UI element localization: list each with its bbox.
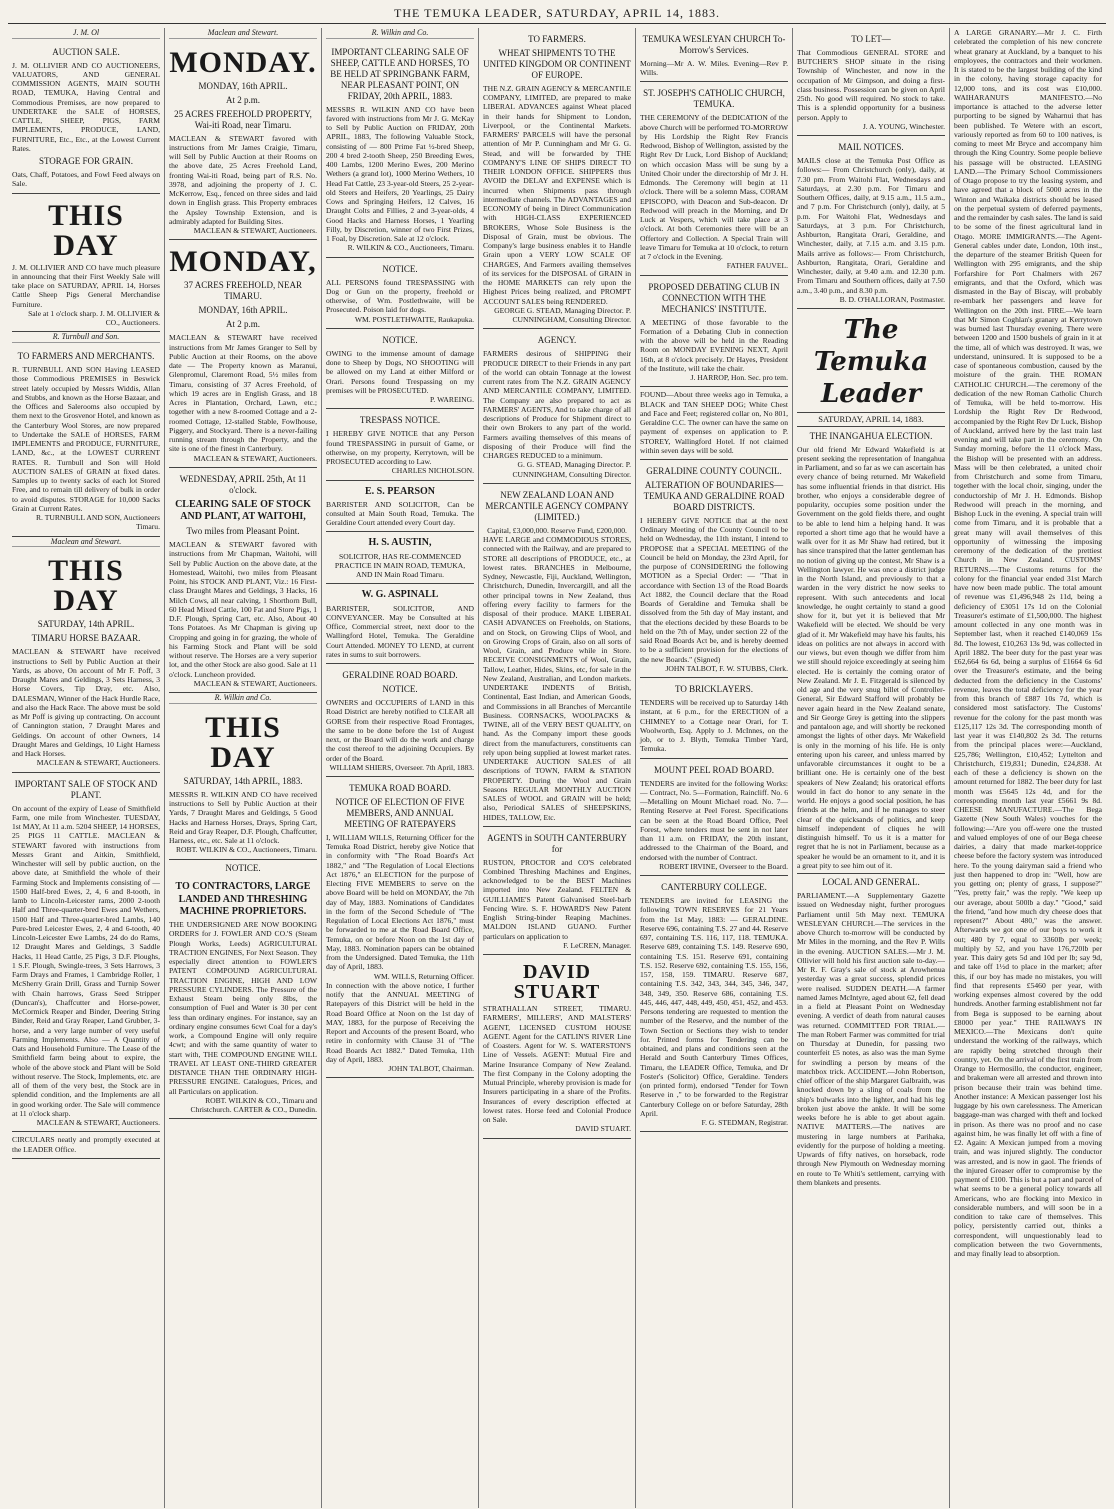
ad-body: MACLEAN & STEWART favored with instructions from Mr James Craigie, Timaru, will Sell by Public Auction at their Rooms on the above date, 25 Acres Freehold Land, fronting Wai-iti Road, being part of R.S. No. 3978, and adjoining the property of J. C. McKerrow, Esq., fenced on three sides and laid down in English grass. This Property embraces the Apsley Township Extension, and is admirably adapted for Building Sites. bbox=[169, 133, 317, 226]
ad-footer: WM. WILLS, Returning Officer. bbox=[373, 971, 474, 981]
ad-title: AGENTS in SOUTH CANTERBURY for bbox=[487, 832, 627, 854]
headline: THIS DAY bbox=[48, 198, 124, 262]
ad-title: TRESPASS NOTICE. bbox=[359, 415, 441, 426]
ad-signature: Maclean and Stewart. bbox=[169, 28, 317, 39]
ad-title: TO FARMERS. bbox=[528, 34, 586, 44]
ad-body: THE N.Z. GRAIN AGENCY & MERCANTILE COMPANY, LIMITED, are prepared to make LIBERAL ADVANCES against Wheat placed in their hands for Shipment to London, Liverpool, or the Continental Markets. FARMERS' PARCELS will have the personal attention of Mr P. Cunningham and Mr G. G. Stead, and will be forwarded by THE COMPANY'S LINE OF SHIPS DIRECT TO THEIR LONDON OFFICE. SHIPPERS thus AVOID the DELAY and EXPENSE which is incurred when Shipments pass through intermediate channels. The ADVANTAGES and ECONOMY of being in Direct Communication with HIGH-CLASS EXPERIENCED BROKERS, Whose Sole Business is the Disposal of Grain, must be obvious. The Company's large business enables it to Handle Grain upon a VERY LOW SCALE OF CHARGES, And Farmers availing themselves of its services for the DISPOSAL of GRAIN in the HOME MARKETS can rely upon the Highest Prices being realized, and PROMPT ACCOUNT SALES being RENDERED. bbox=[483, 83, 631, 306]
ad-subtitle: WHEAT SHIPMENTS TO THE UNITED KINGDOM OR CONTINENT OF EUROPE. bbox=[483, 47, 631, 80]
ad-title: TO FARMERS AND MERCHANTS. bbox=[17, 351, 155, 362]
stock-plant-ad bbox=[12, 773, 160, 1133]
ad-title: CLEARING SALE OF STOCK AND PLANT, AT WAITOHI, bbox=[175, 498, 311, 522]
ad-title: IMPORTANT SALE OF STOCK AND PLANT. bbox=[14, 778, 158, 800]
issue-date: SATURDAY, APRIL 14, 1883. bbox=[797, 412, 945, 426]
david-stuart-ad bbox=[483, 955, 631, 1139]
clearing-sale-ad bbox=[169, 468, 317, 693]
divider bbox=[797, 873, 945, 874]
news-continued: A LARGE GRANARY.—Mr J. C. Firth celebrated the completion of his new concrete wheat granary at Auckland, by a banquet to his employees, the contractors and their workmen. It is stated to be the largest building of the kind in the colony, having storage capacity for 12,000 tons, and its cost was £10,000. WAIHARANUI'S MANIFESTO.—No importance is attached to the adverse letter purporting to be signed by Waharnui that has been published. Te Wetere with an escort, variously reported as from 60 to 100 natives, is coming to meet Mr Bryce and accompany him through the King Country. Some people believe his passage will be obstructed. LEASING LAND.—The Primary School Commissioners of Otago propose to try the leasing system, and have agreed that a block of 5000 acres in the Winton and Waikaka districts should be leased on the perpetual system of deferred payments, and the remainder by cash sales. The land is said to be some of the finest agricultural land in Otago. MORE IMMIGRANTS.—The Agent-General cables under date, London, 10th inst., the departure of the steamer British Queen for Wellington with 295 emigrants, and the ship Forfarshire for Port Chalmers with 267 emigrants, and that the Oxford, which was dismasted in the Bay of Biscay, will probably re-embark her passengers and leave for Wellington on the 20th inst. FIRE.—We learn that Mr Simon Coghlan's granary at Kerrytown was burned last Thursday evening. There were between 1200 and 1500 bushels of grain in it at the time, all of which was destroyed. It was, we understand, uninsured. It is supposed to be a case of spontaneous combustion, caused by the moisture of the grain. THE ROMAN CATHOLIC CHURCH.—The ceremony of the dedication of the new Roman Catholic Church of Temuka, will be held to-morrow. His Lordship the Right Rev Dr Redwood, accompanied by the Right Rev Dr Luck, Bishop of Auckland, arrived here by the last train last evening and will take part in the ceremony. On Sunday morning, before the 11 o'clock Mass, the Bishop will be presented with an address. Mass will be then celebrated, a united choir from Christchurch and some from Timaru, together with the local choir, singing, under the conductorship of Mr J. H. Edmonds. Bishop Redwood will preach in the morning, and Bishop Luck in the evening. A special train will come from Timaru, and it is probable that a great many will avail themselves of this opportunity of witnessing the imposing ceremony of the dedication of the prettiest Church in New Zealand. CUSTOMS' RETURNS.—The Customs returns for the colony for the financial year ended 31st March have now been made public. The total amount of revenue was £1,496,948 2s 11d, being a deficiency of £3051 17s 1d on the Colonial Treasurer's estimate of £1,500,000. The highest amount collected in any one month was in September last, when it reached £140,069 15s 8d. The lowest, £10,263 13s 9d, was collected in April 1882. The beer duty for the past year was £62,664 6s 6d, being a surplus of £1664 6s 6d over the Treasurer's estimate, and the being deducted from the deficiency in the Customs' revenue, leaves the total deficiency for the year from this branch of £887 10s 7d, which is considered most satisfactory. The Customs' revenue for the colony for the past month was £125,117 12s 3d. The corresponding month of last year it was £140,802 2s 3d. The returns from the principal places were:—Auckland, £25,786; Wellington, £10,452; Lyttelton and Christchurch, £19,831; Dunedin, £24,838. At each of these a deficiency is shown on the amount returned for 1882. The beer duty for last month was £5645 12s 4d, and for the corresponding month last year £5661 9s 8d. CHEESE MANUFACTURE.—The Bega Gazette (New South Wales) vouches for the following:—'Are you off-were one the trusted and valued employes of one of our Bega cheese dairies, a dairy that made market-topprice cheese before the factory system was introduced here. To the young dairyman said a friend who just then happened to drop in: "Well, how are you getting on; plenty of grass, I suppose?" "Yes, pretty fair," was the reply. "We keep up our average, about 500lb a day." "Good," said the friend, "and how much dry cheese does that represent?" About 480," was the answer. Afterwards we got one of our boys to work it out; 480 by 7, equal to 3360lb per week; multiply by 52, and you have 176,720lb per year. This dairy gets 5d and 10d per lb; say 9d, and take off 1½d to place in the market; after this, if our boy has made no mistakes, you will find that represents £5460 per year, with working expenses almost covered by the odd hundreds. Another farming establishment not far from Bega is supposed to be earning about £8000 per year." THE RAILWAYS IN MEXICO.—The Mexicans don't quite understand the working of the railways, which are rapidly being stretched through their country, yet. On the arrival of the first train from Orange to Hermosillo, the conductor, engineer, and brakeman were all arrested and thrown into prison because their train was behind time. Another instance: A Mexican passenger lost his luggage by his own carelessness. The American baggage-man was charged with theft and locked in prison. As there was no proof and no case against him, he was finally let off with a fine of £2. Again: A Mexican jumped from a moving train, and was injured slightly. The conductor was arrested, and is now in gaol. The friends of the injured Greaser offer to compromise by the payment of £100. This is but a part and parcel of what seems to be a general policy towards all Americans, who are flocking into Mexico in considerable numbers, and will soon be in a condition to take care of themselves. This policy, persistently carried out, thinks a correspondent, will unquestionably lead to complication between the two Governments, and may finally lead to absorption. bbox=[954, 28, 1102, 1258]
ad-name: DAVID STUART bbox=[513, 961, 601, 1004]
ad-signature: R. Wilkin and Co. bbox=[169, 693, 317, 704]
notice-heading: NOTICE. bbox=[225, 862, 261, 873]
ad-subtitle: STORAGE FOR GRAIN. bbox=[38, 156, 134, 167]
ad-body: TENDERS are invited for LEASING the following TOWN RESERVES for 21 Years from the 1st May, 1883: — GERALDINE. Reserve 696, containing T.S. 27 and 44. Reserve 697, containing T.S. 116, 117, 118. TEMUKA. Reserve 689, containing T.S. 149. Reserve 690, containing T.S. 151. Reserve 691, containing T.S. 152. Reserve 692, containing T.S. 155, 156, 157, 158, 159. TIMARU. Reserve 687, containing T.S. 342, 343, 344, 345, 346, 347, 348, 349, 350. Reserve 686, containing T.S. 445, 446, 447, 448, 449, 450, 451, 452, and 453. Persons tendering are requested to mention the number of the Reserve, and the number of the Town Section or Sections they wish to tender for. Printed forms for Tendering can be obtained, and plans and conditions seen at the Herald and South Canterbury Times Offices, Timaru, the LEADER Office, Temuka, and Dr Foster's (Solicitor) Office, Geraldine. Tenders (on printed form), endorsed "Tender for Town Reserve in ," to be forwarded to the Registrar Canterbury College on or before Saturday, 28th April. bbox=[640, 896, 788, 1118]
ad-subtitle: NOTICE OF ELECTION OF FIVE MEMBERS, AND ANNUAL MEETING OF RATEPAYERS bbox=[335, 796, 465, 829]
ad-body: MACLEAN & STEWART have received instructions from Mr James Granger to Sell by Public Auction at their Rooms, on the above date — The Property known as Maranui, Glenpromul, Claremont Road, 5½ miles from Timaru, consisting of 37 Acres Freehold, of which 19 acres are in English Grass, and 18 Acres in Plantation, Orchard, Lawn, etc.; together with a new 8-roomed Cottage and a 2-roomed Cottage, 12-stalled Stable, Fowlhouse, Piggery, and Stockyard. There is a never-failing running stream through the Property, and the site is one of the finest in Canterbury. bbox=[169, 333, 317, 454]
ad-footer: P. WAREING. bbox=[430, 395, 474, 405]
ad-line: Oats, Chaff, Potatoes, and Fowl Feed always on Sale. bbox=[12, 170, 160, 189]
ad-body: TENDERS will be received up to Saturday 14th instant, at 6 p.m., for the ERECTION of a CHIMNEY to a Cottage near Orari, for T. Woolworth, Esq. Apply to J. McInnes, on the job, or to J. Blyth, Temuka Timber Yard, Temuka. bbox=[640, 698, 788, 754]
trespass-notice-1 bbox=[326, 258, 474, 329]
ad-body: I, WILLIAM WILLS, Returning Officer for the Temuka Road District, hereby give Notice that in conformity with "The Road Board's Act 1882," and "The Regulation of Local Elections Act 1876," an ELECTION for the purpose of Electing FIVE MEMBERS to serve on the above Board will be held on MONDAY, the 7th day of May, 1883. Nominations of Candidates in the form of the Second Schedule of "The Regulation of Local Elections Act 1876," must be forwarded to me at the Road Board Office, Temuka, on or before Noon on the 1st day of May, 1883. Nomination papers can be obtained from the Undersigned. Dated Temuka, the 11th day of April, 1883. bbox=[326, 832, 474, 972]
column-3 bbox=[322, 28, 479, 1508]
column-6 bbox=[793, 28, 950, 1508]
trespass-notice-3 bbox=[326, 409, 474, 480]
monday-ad-2 bbox=[169, 240, 317, 467]
ad-date: WEDNESDAY, APRIL 25th, At 11 o'clock. bbox=[179, 473, 307, 495]
newspaper-title: The Temuka Leader bbox=[813, 315, 929, 409]
ad-body: THE UNDERSIGNED ARE NOW BOOKING ORDERS for J. FOWLER AND CO.'S (Steam Plough Works, Leeds) AGRICULTURAL TRACTION ENGINES, For Next Season. They especially direct attention to FOWLER'S PATENT COMPOUND AGRICULTURAL TRACTION ENGINE, HIGH AND LOW PRESSURE CYLINDERS. The Pressure of the Exhaust Steam being only 8lbs, the consumption of Fuel and Water is 30 per cent less than ordinary engines. For instance, say an ordinary engine consumes 6cwt Coal for a day's work, a Compound Engine will only require 4cwt; and with the same quantity of water to start with, THE COMPOUND ENGINE WILL TRAVEL AT LEAST ONE-THIRD GREATER DISTANCE THAN THE ORDINARY HIGH-PRESSURE ENGINE. Catalogues, Prices, and all Particulars on application. bbox=[169, 920, 317, 1096]
ad-title: 37 ACRES FREEHOLD, NEAR TIMARU. bbox=[183, 280, 302, 302]
ad-date: SATURDAY, 14th APRIL. bbox=[37, 619, 135, 630]
column-1 bbox=[8, 28, 165, 1508]
ad-title: CANTERBURY COLLEGE. bbox=[661, 882, 767, 893]
ad-footer: JOHN TALBOT, F. W. STUBBS, Clerk. bbox=[665, 663, 788, 673]
ad-footer: MACLEAN & STEWART, Auctioneers. bbox=[193, 226, 317, 236]
ad-signature: J. M. Ol bbox=[12, 28, 160, 39]
ad-footer: B. D. O'HALLORAN, Postmaster. bbox=[839, 294, 945, 304]
ad-body: R. TURNBULL AND SON Having LEASED those Commodious PREMISES in Beswick street lately occupied by Messrs Widdis, Allan and Stubbs, and known as the Horse Bazaar, and the Offices and Salerooms also occupied by them next to the Grosvenor Hotel, and known as the Canterbury Wool Stores, are now prepared to Undertake the SALE of HORSES, FARM IMPLEMENTS and PRODUCE, FURNITURE, LAND, &c., at the LOWEST CURRENT RATES. R. Turnbull and Son will Hold AUCTION SALES of GRAIN at fixed dates. Samples up to twenty sacks of each lot Stored Free, and to remain till delivery of bulk in order to avoid disputes. STORAGE for 10,000 Sacks Grain at Current Rates. bbox=[12, 365, 160, 513]
ad-signature: R. Turnbull and Son. bbox=[12, 332, 160, 343]
headline: MONDAY, bbox=[169, 245, 317, 279]
ad-footer: ROBT. WILKIN & CO., Auctioneers, Timaru. bbox=[175, 845, 317, 855]
agents-ad bbox=[483, 827, 631, 955]
ad-title: TO CONTRACTORS, LARGE LANDED AND THRESHING MACHINE PROPRIETORS. bbox=[175, 881, 311, 917]
ad-footer: J. A. YOUNG, Winchester. bbox=[862, 121, 945, 131]
column-7 bbox=[950, 28, 1106, 1508]
ad-title: AUCTION SALE. bbox=[52, 46, 120, 57]
ad-body: ALL PERSONS found TRESPASSING with Dog or Gun on the property, freehold or otherwise, of Wm. Postlethwaite, will be Prosecuted. Poison laid for dogs. bbox=[326, 277, 474, 315]
ad-footer: DAVID STUART. bbox=[575, 1124, 631, 1134]
circulars-ad: CIRCULARS neatly and promptly executed at the LEADER Office. bbox=[12, 1132, 160, 1159]
ad-footer: MACLEAN & STEWART, Auctioneers. bbox=[193, 453, 317, 463]
wesleyan-church-ad bbox=[640, 28, 788, 82]
auction-sale-ad bbox=[12, 41, 160, 194]
ad-footer: MACLEAN & STEWART, Auctioneers. bbox=[193, 678, 317, 688]
ad-body: MESSRS R. WILKIN AND CO have been favored with instructions from Mr J. G. McKay to Sell by Public Auction on FRIDAY, 20th APRIL, 1883, The following Valuable Stock, consisting of — 800 Prime Fat ½-bred Sheep, 200 4 bred 2-tooth Sheep, 250 Breeding Ewes, 400 Lambs, 1200 Merino Ewes, 200 Merino Wethers (a grand lot), 1000 Merino Wethers, 10 Head Fat Cattle, 23 3-year-old Steers, 25 2-year-old Steers and Heifers, 20 Yearlings, 25 Dairy Cows and Springing Heifers, 12 Calves, 16 Draught Colts and Fillies, 2 and 3-year-olds, 4 Good Hacks and Harness Horses, 1 Yearling Filly, by Discretion, winner of two First Prizes, 1 Foal, by Discretion. Sale at 12 o'clock. bbox=[326, 104, 474, 244]
notice-heading: NOTICE. bbox=[382, 334, 418, 345]
springbank-sale-ad bbox=[326, 41, 474, 258]
mount-peel-ad bbox=[640, 759, 788, 876]
article-body: PARLIAMENT.—A Supplementary Gazette issued on Wednesday night, further prorogues Parliament until 5th May next. TEMUKA WESLEYAN CHURCH.—The services in the above Church to-morrow will be conducted by Mr Miles in the morning, and the Rev P. Wills in the evening. AUCTION SALES.—Mr J. M. Ollivier will hold his first auction sale to-day.—Mr R. F. Gray's sale of stock at Arowhenua yesterday was a great success, splendid prices were realised. SUDDEN DEATH.—A farmer named James McIntyre, aged about 62, fell dead in a field at Pleasant Point on Wednesday evening. A verdict of death from natural causes was returned. COMMITTED FOR TRIAL.—The man Robert Farmer was committed for trial on Thursday at Dunedin, for passing two counterfeit £5 notes, as also was the man Syme for swindling a person by means of the matchbox trick. ACCIDENT.—John Robertson, chief officer of the ship Margaret Galbraith, was knocked down by a sling of coals from the ship's bulwarks into the lighter, and had his leg broken just above the ankle. It will be some weeks before he is able to get about again. NATIVE MATTERS.—The natives are mustering in large numbers at Parihaka, evidently for the purpose of holding a meeting. Upwards of fifty natives, on horseback, rode through New Plymouth on Wednesday morning en route to Te Whiti's settlement, carrying with them blankets and presents. bbox=[797, 891, 945, 1187]
local-news bbox=[797, 877, 945, 1187]
ad-title: TO LET— bbox=[851, 34, 891, 44]
ad-body: BARRISTER AND SOLICITOR, Can be consulted at Main South Road, Temuka. The Geraldine Court attended every Court day. bbox=[326, 499, 474, 528]
county-council-ad bbox=[640, 460, 788, 678]
ad-footer: WILLIAM SHIERS, Overseer. 7th April, 1883. bbox=[329, 762, 474, 772]
ad-subtitle: Two miles from Pleasant Point. bbox=[186, 526, 300, 537]
ad-footer-2: JOHN TALBOT, Chairman. bbox=[388, 1064, 474, 1074]
ad-body: That Commodious GENERAL STORE and BUTCHER'S SHOP situate in the rising Township of Winchester, and now in the occupation of Mr Gimpson, and doing a first-class business. Possession can be given on April 25th. No good will required. No stock to take. This is a splendid opportunity for a business person. Apply to bbox=[797, 47, 945, 122]
ad-title: TEMUKA WESLEYAN CHURCH To-Morrow's Services. bbox=[642, 34, 786, 55]
ad-body: MACLEAN & STEWART favored with instructions from Mr Chapman, Waitohi, will Sell by Public Auction on the above date, at the Homestead, Waitohi, two miles from Pleasant Point, his STOCK AND PLANT, Viz.: 16 First-class Draught Mares and Geldings, 3 Hacks, 16 Milch Cows, all near calving, 1 Shorthorn Bull, 60 Head Mixed Cattle, 100 Fat and Store Pigs, 1 D.F. Plough, Spring Cart, etc. Also, About 40 Tons Potatoes. As Mr Chapman is giving up Cropping and going in for grazing, the whole of his Farming Stock and Plant will be sold without reserve. The Horses are a very superior lot, and the other Stock are also good. Sale at 11 o'clock. Luncheon provided. bbox=[169, 540, 317, 679]
ad-signature: Maclean and Stewart. bbox=[12, 537, 160, 548]
pearson-card bbox=[326, 481, 474, 533]
ad-footer: MACLEAN & STEWART, Auctioneers. bbox=[36, 1118, 160, 1128]
headline: THIS DAY bbox=[205, 710, 281, 774]
ad-body: I HEREBY GIVE NOTICE that at the next Ordinary Meeting of the County Council to be held on Wednesday, the 11th instant, I intend to PROPOSE that a SPECIAL MEETING of the Council be held on Monday, the 23rd April, for the purpose of CONSIDERING the following MOTION as a Special Order: — "That in accordance with Section 13 of the Road Boards Act 1882, the Council declare that the Road Boards of Geraldine and Temuka shall be dissolved from the 5th day of May instant, and that the elections decided by these Boards to be held on the 7th of May, under section 22 of the said Road Boards Act be, and is hereby deemed to be a sufficient provision for the elections of the new Boards." (Signed) bbox=[640, 515, 788, 664]
ad-body: TENDERS are invited for the following Works: — Contract, No. 5—Formation, Raincliff. No. 6—Metalling on Mount Michael road. No. 7—Renting Reserve at Peel Forest. Specifications can be seen at the Road Board Office, Peel Forest, where tenders must be sent in not later than 11 a.m. on FRIDAY, the 20th instant, addressed to the Chairman of the Board, and endorsed with the number of Contract. bbox=[640, 778, 788, 862]
ad-title: TEMUKA ROAD BOARD. bbox=[349, 783, 451, 793]
ad-capital: Capital, £3,000,000. Reserve Fund, £200,000. bbox=[487, 525, 627, 535]
ad-title: MAIL NOTICES. bbox=[838, 142, 904, 153]
column-5 bbox=[636, 28, 793, 1508]
article-body: Our old friend Mr Edward Wakefield is at present seeking the representation of Inangahua in Parliament, and so far as we can ascertain has every chance of being returned. Mr Wakefield has some influential friends in that district. His brother, who enjoys a considerable degree of popularity, occupies some position under the Government on the gold fields there, and ought to be able to lend him a helping hand. It was reported a short time ago that he would have a walk over for it as Mr Shaw had retired, but it has since transpired that the latter gentleman has no notion of giving up the contest, Mr Shaw is a Wellington lawyer. He was once a district judge in the North Island, and previously to that a warden in the very district he now seeks to represent. With such antecedents and local knowledge, he ought certainly to stand a good show for it, but yet it is believed that Mr Wakefield will be elected. We should be very glad of it. Mr Wakefield may have his faults, his ideas on politics are not always in accord with our views, but even though we differ from him we still should rejoice exceedingly at seeing him elected. He is certainly the coming orator of New Zealand. Mr J. E. Fitzgerald is silenced by old age and the very snug billet of Controller-General, Sir Edward Stafford will probably be never again heard in the New Zealand senate, and Sir George Grey is getting into the slippers and pantaloon age, and will shortly be reckoned amongst the lights of other days. Mr Wakefield is only in the morning of his life. He is only entering upon his career, and unless marred by unfavorable circumstances it ought to be a brilliant one. He is certainly one of the best speakers of New Zealand; his oratorical efforts would in fact do honor to any senate in the world. He enjoys a good social position, he has friends at the helm, and if he manages to steer clear of the quicksands of politics, and keep himself independent of cliques he will distinguish himself. To us it is a matter for regret that he is not in Parliament, because as a speaker he would be an ornament to it, and it is a great pity to see him out of it. bbox=[797, 444, 945, 870]
ad-date: MONDAY, 16th APRIL. bbox=[198, 80, 288, 91]
editorial bbox=[797, 431, 945, 870]
ad-name: W. G. ASPINALL bbox=[361, 589, 439, 601]
ad-time: At 2 p.m. bbox=[225, 94, 260, 105]
monday-ad-1 bbox=[169, 41, 317, 241]
ad-footer: FATHER FAUVEL. bbox=[726, 261, 788, 271]
ad-body: FARMERS desirous of SHIPPING their PRODUCE DIRECT to their Friends in any part of the world can obtain Tonnage at the lowest current rates from The N.Z. GRAIN AGENCY AND MERCANTILE COMPANY, LIMITED. The Company are also prepared to act as FARMERS' AGENTS, And to take charge of all descriptions of Produce for Shipment direct to their own Brokers to any part of the world. Farmers availing themselves of this means of disposing of their Produce will find the CHARGES REDUCED to a minimum. bbox=[483, 349, 631, 461]
headline: THIS DAY bbox=[48, 554, 124, 618]
ad-title: TO BRICKLAYERS. bbox=[674, 684, 754, 695]
ad-body: MESSRS R. WILKIN AND CO have received instructions to Sell by Public Auction at their Yards, 7 Draught Mares and Geldings, 5 Good Hacks and Harness Horses, Drays, Spring Cart, Reid and Gray Reaper, D.F. Plough, Chaffcutter, Harness, etc., etc. Sale at 11 o'clock. bbox=[169, 789, 317, 845]
ad-footer: R. TURNBULL AND SON, Auctioneers Timaru. bbox=[35, 513, 160, 532]
article-title: THE INANGAHUA ELECTION. bbox=[809, 430, 933, 441]
ad-body: On account of the expiry of Lease of Smithfield Farm, one mile from Winchester. TUESDAY, 1st MAY, At 11 a.m. 5204 SHEEP, 14 HORSES, 25 PIGS 11 CATTLE. MACLEAN & STEWART favored with instructions from Messrs Grant and Aitkin, Smithfield, Winchester will sell by public auction, on the above date, at Smithfield the whole of their Farming Stock and Implements consisting of — 1500 Half-bred Ewes, 2, 4, 6 and 8-tooth, in lamb to Lincoln-Leicester rams, 2000 2-tooth Half and Three-quarter-bred Ewes and Wethers, 1500 Half and Three-quarter-bred Lambs, 140 Pure-bred Leicester Ewes, 2, 4 and 6-tooth, 40 Lincoln-Leicester Ewe Lambs, 24 do do Rams, 12 Draught Mares and Geldings, 3 Saddle Hacks, 11 Head Cattle, 25 Pigs, 3 D.F. Ploughs, 1 S.F. Plough, Swingle-trees, 3 Sets Harrows, 3 Farm Drays and Frames, 1 Cambridge Roller, 1 McSherry Grain Drill, Grass and Turnip Sower with Chain harrows, Grass Seed Stripper (Duncan's), Chaffcutter and Horse-power, McCormick Reaper and Binder, Deering String Binder, Reid and Gray Reaper, Land Grubber, 3-horse, and a very large number of very useful Farming Implements. Also — A Quantity of Oats and Household Furniture. The Lease of the Smithfield farm being about to expire, the whole of the above stock and Plant will be Sold without reserve. The Stock, Implements, etc. are all of them of the very best, the Stock are in splendid condition, and the Implements are all in good working order. The Sale will commence at 11 o'clock sharp. bbox=[12, 803, 160, 1118]
notice-heading: NOTICE. bbox=[382, 263, 418, 274]
ad-title: 25 ACRES FREEHOLD PROPERTY, Wai-iti Road, near Timaru. bbox=[174, 108, 312, 130]
article-title: LOCAL AND GENERAL. bbox=[822, 877, 920, 888]
ad-title: IMPORTANT CLEARING SALE OF SHEEP, CATTLE AND HORSES, TO BE HELD AT SPRINGBANK FARM, NEAR PLEASANT POINT, ON FRIDAY, 20th APRIL, 1883. bbox=[330, 46, 470, 101]
ad-body: J. M. OLLIVIER AND CO AUCTIONEERS, VALUATORS, AND GENERAL COMMISSION AGENTS, MAIN SOUTH ROAD, TEMUKA, Having Central and Commodious Premises, are now prepared to UNDERTAKE the SALE of HORSES, CATTLE, SHEEP, PIGS, FARM IMPLEMENTS, PRODUCE, LAND, FURNITURE, Etc., Etc., at the Lowest Current Rates. bbox=[12, 60, 160, 153]
ad-name: H. S. AUSTIN, bbox=[368, 537, 432, 549]
st-josephs-ad bbox=[640, 82, 788, 275]
ad-body: MAILS close at the Temuka Post Office as follows:— From Christchurch (only), daily, at 7.30 pm. From Waitohi Flat, Wednesdays and Saturdays, at 2.30 p.m. For Timaru and Southern Offices, daily, at 9.15 a.m., 11.5 a.m., and 7 p.m. For Christchurch (only), daily, at 5 p.m. For Waitohi Flat, Wednesdays and Saturdays, at 3 p.m. For Christchurch, Ashburton, Rangitata Orari, Geraldine, and Winchester, daily, at 7.15 a.m. and 3.15 p.m. Mails arrive as follows:— From Christchurch, Ashburton, Rangitata, Orari, Geraldine and Winchester, daily, at 9.40 a.m. and 12.30 p.m. From Timaru and Southern offices, daily at 7.50 a.m., 3.40 p.m., and 8.30 p.m. bbox=[797, 156, 945, 295]
ad-body: Morning—Mr A. W. Miles. Evening—Rev P. Wills. bbox=[640, 58, 788, 78]
ad-footer: R. WILKIN & CO., Auctioneers, Timaru. bbox=[347, 243, 474, 253]
ad-signature: R. Wilkin and Co. bbox=[326, 28, 474, 39]
to-let-ad bbox=[797, 28, 945, 136]
ad-footer: ROBERT IRVINE, Overseer to the Board. bbox=[659, 861, 788, 871]
ad-body: SOLICITOR, HAS RE-COMMENCED PRACTICE IN MAIN ROAD, TEMUKA, AND IN Main Road Timaru. bbox=[334, 551, 466, 580]
trespass-notice-2 bbox=[326, 329, 474, 409]
headline: MONDAY. bbox=[169, 45, 317, 79]
geraldine-road-board-ad bbox=[326, 664, 474, 777]
ad-footer: J. HARROP, Hon. Sec. pro tem. bbox=[690, 373, 788, 383]
fowler-engines-ad bbox=[169, 876, 317, 1119]
ad-title: NEW ZEALAND LOAN AND MERCANTILE AGENCY COMPANY (LIMITED.) bbox=[485, 489, 629, 522]
ad-body: J. M. OLLIVIER AND CO have much pleasure in announcing that their First Weekly Sale will take place on SATURDAY, APRIL 14, Horses Cattle Sheep Pigs General Merchandise Furniture. bbox=[12, 262, 160, 309]
ad-body: A MEETING of those favorable to the Formation of a Debating Club in connection with the above will be held in the Reading Room on MONDAY EVENING NEXT, April 16th, at 8 o'clock precisely. Dr Hayes, President of the Institute, will take the chair. bbox=[640, 317, 788, 373]
ad-footer: F. LeCREN, Manager. bbox=[563, 940, 631, 950]
wilkin-this-day-ad bbox=[169, 706, 317, 860]
nz-loan-ad bbox=[483, 484, 631, 827]
ad-body: I HEREBY GIVE NOTICE that any Person found TRESPASSING in pursuit of Game, or otherwise, on my property, Kerrytown, will be PROSECUTED according to Law. bbox=[326, 429, 474, 466]
canterbury-college-ad bbox=[640, 876, 788, 1132]
ad-body: OWNERS and OCCUPIERS of LAND in this Road District are hereby notified to CLEAR all GORSE from their respective Road Frontages, the same to be done before the 1st of August next, or the Board will do the work and charge the cost thereof to the adjoining Occupiers. By order of the Board. bbox=[326, 698, 474, 763]
ad-body: OWING to the immense amount of damage done to Sheep by Dogs, NO SHOOTING will be allowed on my Land at either Milford or Orari. Persons found Trespassing on my premises will be PROSECUTED. bbox=[326, 348, 474, 395]
ad-time: At 2 p.m. bbox=[225, 319, 260, 330]
ad-title: MOUNT PEEL ROAD BOARD. bbox=[653, 764, 774, 775]
austin-card bbox=[326, 532, 474, 584]
ad-body-2: In connection with the above notice, I further notify that the ANNUAL MEETING of Ratepayers of this District will be held in the Road Board Office at Noon on the 1st day of MAY, 1883, for the purpose of Receiving the Report and Accounts of the present Board, who retire in conformity with Clause 31 of "The Road Boards Act 1882." Dated Temuka, 11th day of April, 1883. bbox=[326, 980, 474, 1064]
column-4 bbox=[479, 28, 636, 1508]
ad-footer: CHARLES NICHOLSON. bbox=[391, 466, 474, 476]
ad-title: GERALDINE ROAD BOARD. bbox=[342, 670, 458, 681]
ad-footer: G. G. STEAD, Managing Director. P. CUNNINGHAM, Consulting Director. bbox=[512, 460, 631, 479]
ad-body: STRATHALLAN STREET, TIMARU. FARMERS', MILLERS', AND MALSTERS' AGENT, LICENSED CUSTOM HOUSE AGENT. Agent for the CATLIN'S RIVER Line of Coasters. Agent for W. S. WATERSTON'S Line of Vessels. AGENT: Mutual Fire and Marine Insurance Company of New Zealand. The first Company in the Colony adopting the Mutual Principle, whereby provision is made for Insurers participating in a share of the Profits. Insurances of every description effected at lowest rates. Horse feed and Colonial Produce on Sale. bbox=[483, 1004, 631, 1125]
ad-body: THE CEREMONY of the DEDICATION of the above Church will be performed TO-MORROW by His Lordship the Right Rev Francis Redwood, Bishop of Wellington, assisted by the Right Rev Dr Luck, Lord Bishop of Auckland; on which occasion Mass will be sung by a United Choir under the directorship of Mr J. H. Edmonds. The Ceremony will begin at 11 o'clock. There will be a solemn Mass, CORAM EPISCOPO, with Deacon and Sub-deacon. Dr Redwood will preach in the Morning, and Dr Luck at Vespers, which will take place at 3 o'clock. At both Ceremonies there will be an Offertory and Collection. A Special Train will leave Timaru for Temuka at 10 o'clock, to return at 7 o'clock in the Evening. bbox=[640, 113, 788, 262]
ad-body: RUSTON, PROCTOR and CO'S celebrated Combined Threshing Machines and Engines, acknowledged to be the BEST Machines imported into New Zealand. FELTEN & GUILLIAME'S Patent Galvanised Steel-barb Fencing Wire. S. F. HOWARD'S New Patent English String-binder Reaping Machines. MALDON ISLAND GUANO. Further particulars on application to bbox=[483, 857, 631, 941]
temuka-road-board-ad bbox=[326, 777, 474, 1078]
ad-footer: MACLEAN & STEWART, Auctioneers. bbox=[36, 758, 160, 768]
ad-subtitle: ALTERATION OF BOUNDARIES—TEMUKA AND GERALDINE ROAD BOARD DISTRICTS. bbox=[643, 480, 785, 512]
ad-footer: GEORGE G. STEAD, Managing Director. P. CUNNINGHAM, Consulting Director. bbox=[494, 305, 631, 325]
ad-footer: WM. POSTLETHWAITE, Raukapuka. bbox=[354, 314, 474, 324]
column-2 bbox=[165, 28, 322, 1508]
ad-footer: ROBT. WILKIN & CO., Timaru and Christchurch. CARTER & CO., Dunedin. bbox=[190, 1095, 317, 1115]
ad-date: SATURDAY, 14th APRIL, 1883. bbox=[183, 775, 303, 786]
mail-notices-ad bbox=[797, 136, 945, 309]
ad-body: HAVE LARGE and COMMODIOUS STORES, connected with the Railway, and are prepared to STORE all descriptions of PRODUCE, etc., at lowest rates. BRANCHES in Melbourne, Sydney, Newcastle, Fiji, Auckland, Wellington, Christchurch, Dunedin, Invercargill, and all the other principal towns in New Zealand, thus offering every facility to farmers for the disposal of their produce. MAKE LIBERAL CASH ADVANCES on Freeholds, on Stations, and on Stock, on Growing Clips of Wool, and on Growing Crops of Grain, also on all sorts of Wool, Grain, and Produce while in Store. RECEIVE CONSIGNMENTS of Wool, Grain, Tallow, Leather, Hides, Skins, etc, for sale in the New Zealand, Australian, and London markets. UNDERTAKE INDENTS of British, Continental, East Indian, and American Goods, and Commissions in all Branches of Mercantile Business. CORNSACKS, WOOLPACKS & TWINE, all of the VERY BEST QUALITY, on hand. As the Company import these goods direct from the manufacturers, constituents can rely upon being supplied at lowest market rates. UNDERTAKE AUCTION SALES of all descriptions of TOWN, FARM & STATION PROPERTY. During the Wool and Grain Seasons REGULAR MONTHLY AUCTION SALES of WOOL and GRAIN will be held; also, Periodical SALES of SHEEPSKINS, HIDES, TALLOW, Etc. bbox=[483, 535, 631, 822]
ad-footer: Sale at 1 o'clock sharp. J. M. OLLIVIER & CO., Auctioneers. bbox=[28, 308, 160, 328]
debating-club-ad bbox=[640, 276, 788, 388]
bricklayers-ad bbox=[640, 678, 788, 758]
ad-title: PROPOSED DEBATING CLUB IN CONNECTION WITH THE MECHANICS' INSTITUTE. bbox=[648, 281, 780, 314]
horse-bazaar-ad bbox=[12, 549, 160, 772]
this-day-ad bbox=[12, 194, 160, 333]
ad-title: ST. JOSEPH'S CATHOLIC CHURCH, TEMUKA. bbox=[643, 88, 785, 110]
ad-body: MACLEAN & STEWART have received instructions to Sell by Public Auction at their Yards, as above, On account of Mr F. Poff, 3 Draught Mares and Geldings, 3 Sets Harness, 3 Horse Covers, Tip Dray, etc. Also, DALESMAN, Winner of the Hack Hurdle Race, and also the Hack Race. The above must be sold as Mr Poff is giving up contracting. On account of Cannington station, 7 Draught Mares and Geldings. On account of other Owners, 14 Draught Mares and Geldings, 10 Light Harness and Hack Horses. bbox=[12, 647, 160, 759]
masthead: THE TEMUKA LEADER, SATURDAY, APRIL 14, 1883. bbox=[8, 6, 1106, 24]
columns bbox=[8, 28, 1106, 1508]
ad-subtitle: NOTICE. bbox=[382, 684, 418, 695]
ad-date: MONDAY, 16th APRIL. bbox=[198, 305, 288, 316]
wheat-shipments-ad bbox=[483, 28, 631, 329]
ad-title: TIMARU HORSE BAZAAR. bbox=[31, 633, 141, 644]
ad-title: AGENCY. bbox=[537, 335, 577, 346]
aspinall-card bbox=[326, 584, 474, 664]
ad-body: BARRISTER, SOLICITOR, AND CONVEYANCER. May be Consulted at his Office, Commercial street, next door to the Wallingford Hotel, Temuka. The Geraldine Court Attended. MONEY TO LEND, at current rates in sums to suit borrowers. bbox=[326, 603, 474, 659]
ad-footer: F. G. STEDMAN, Registrar. bbox=[701, 1118, 788, 1128]
found-dog-ad: FOUND—About three weeks ago in Temuka, a BLACK and TAN SHEEP DOG; White Chest and Face and Feet; registered collar on, No 801, Geraldine C.C. The owner can have the same on payment of expenses on application to P. STOREY, Wallingford Hotel. If not claimed within seven days will be sold. bbox=[640, 387, 788, 460]
ad-name: E. S. PEARSON bbox=[364, 485, 435, 497]
agency-ad bbox=[483, 329, 631, 483]
ad-title: GERALDINE COUNTY COUNCIL. bbox=[646, 466, 782, 477]
turnbull-ad bbox=[12, 345, 160, 536]
